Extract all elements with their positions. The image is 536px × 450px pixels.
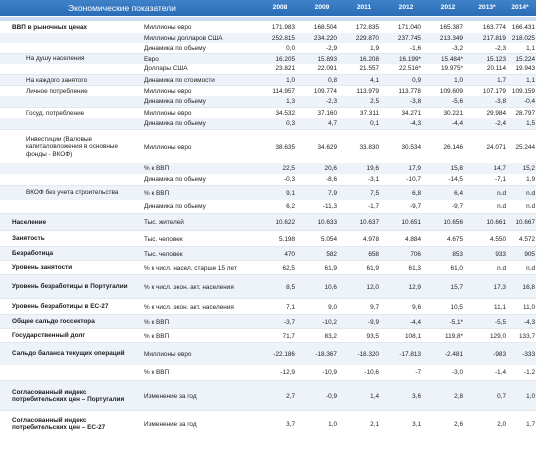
value-cell: 16,8 <box>522 283 535 291</box>
indicator-label: Личное потребление <box>26 87 88 95</box>
value-cell: 2,8 <box>454 392 463 400</box>
value-cell: 165.387 <box>439 24 463 31</box>
value-cell: 19,6 <box>366 165 379 172</box>
value-cell: 83,2 <box>324 332 337 340</box>
indicator-label <box>12 118 130 129</box>
unit-label: Динамика по обьему <box>144 176 206 183</box>
indicator-label <box>12 33 130 43</box>
value-cell: 234.220 <box>313 34 337 42</box>
value-cell: 21.557 <box>359 65 379 72</box>
value-cell: -18.367 <box>315 350 337 358</box>
value-cell: -1,7 <box>367 202 379 210</box>
value-cell: 37.311 <box>359 110 379 117</box>
table-row <box>0 314 536 329</box>
value-cell: -0,9 <box>325 392 337 400</box>
value-cell: 1,9 <box>526 176 535 183</box>
value-cell: 61,0 <box>450 264 463 272</box>
value-cell: 0,9 <box>412 77 421 84</box>
year-header: 2009 <box>314 4 330 11</box>
unit-label: Миллионы евро <box>144 110 192 117</box>
value-cell: 17,9 <box>408 165 421 172</box>
unit-label: % к ВВП <box>144 318 170 326</box>
value-cell: 8,5 <box>286 283 295 291</box>
indicator-label: ВВП в рыночных ценах <box>12 23 88 31</box>
unit-label: Изменение за год <box>144 420 197 428</box>
value-cell: 4.884 <box>405 235 421 243</box>
value-cell: 15.123 <box>486 55 506 63</box>
table-row <box>0 129 536 164</box>
indicator-label: ВКОФ без учета строительства <box>26 189 119 197</box>
value-cell: 1,9 <box>370 44 379 52</box>
value-cell: -18.320 <box>357 350 379 358</box>
value-cell: 129,0 <box>490 332 506 340</box>
unit-label: % к ВВП <box>144 332 170 340</box>
indicator-label: Согласованный индекс потребительских цен – ЕС-27 <box>12 416 106 431</box>
value-cell: 6,2 <box>286 202 295 210</box>
value-cell: -2,9 <box>325 44 337 52</box>
value-cell: 9,0 <box>328 303 337 311</box>
value-cell: 658 <box>368 250 379 258</box>
indicator-label <box>12 174 130 185</box>
value-cell: -1,2 <box>523 368 535 376</box>
unit-label: % к числ. экон. акт. населения <box>144 283 234 291</box>
value-cell: 61,9 <box>366 264 379 272</box>
indicator-label <box>12 364 130 380</box>
value-cell: 2,6 <box>454 420 463 428</box>
value-cell: 33.830 <box>359 143 379 151</box>
table-row <box>0 410 536 437</box>
table-row <box>0 298 536 315</box>
indicator-label: Занятость <box>12 235 45 243</box>
indicator-label: Уровень безработицы в ЕС-27 <box>12 303 109 311</box>
value-cell: 582 <box>326 250 337 258</box>
value-cell: 16.199* <box>398 55 421 63</box>
value-cell: 1,4 <box>370 392 379 400</box>
value-cell: 22.516* <box>398 65 421 72</box>
value-cell: -3,7 <box>283 318 295 326</box>
value-cell: -2,3 <box>494 44 506 52</box>
value-cell: n.d <box>497 189 506 197</box>
value-cell: -5,1* <box>449 318 463 326</box>
indicator-label <box>12 199 130 213</box>
value-cell: 1,0 <box>526 392 535 400</box>
value-cell: -10,9 <box>322 368 337 376</box>
year-header: 2011 <box>356 4 372 11</box>
value-cell: 22,5 <box>282 165 295 172</box>
value-cell: -3,8 <box>494 98 506 105</box>
value-cell: 119,8* <box>444 332 463 340</box>
value-cell: n.d <box>526 264 535 272</box>
value-cell: 62,5 <box>282 264 295 272</box>
unit-label: Миллионы евро <box>144 350 192 358</box>
value-cell: -4,3 <box>523 318 535 326</box>
unit-label: % к числ. насел. старше 15 лет <box>144 264 237 272</box>
value-cell: -10,2 <box>322 318 337 326</box>
value-cell: -3,0 <box>451 368 463 376</box>
unit-label: Динамика по обьему <box>144 202 206 210</box>
indicator-label <box>12 63 130 74</box>
indicator-label: Инвестиции (Валовые капиталовложения в основные фонды - ВКОФ) <box>26 135 119 158</box>
value-cell: -3,8 <box>409 98 421 105</box>
value-cell: 10.661 <box>486 219 506 226</box>
value-cell: -17.813 <box>399 350 421 358</box>
value-cell: -4,3 <box>409 120 421 127</box>
value-cell: 172.835 <box>355 24 379 31</box>
value-cell: -3,2 <box>451 44 463 52</box>
table-row <box>0 213 536 231</box>
value-cell: 22.091 <box>317 65 337 72</box>
value-cell: -22.186 <box>273 350 295 358</box>
value-cell: 15.484* <box>440 55 463 63</box>
unit-label: Динамика по обьему <box>144 120 206 127</box>
value-cell: 19.975* <box>440 65 463 72</box>
indicator-label: На каждого занятого <box>26 76 88 84</box>
value-cell: 16.205 <box>275 55 295 63</box>
value-cell: 1,0 <box>286 77 295 84</box>
indicator-label: Госуд. потребление <box>26 109 85 117</box>
value-cell: -0,4 <box>523 98 535 105</box>
unit-label: % к ВВП <box>144 165 170 172</box>
value-cell: 1,1 <box>526 77 535 84</box>
value-cell: 29.984 <box>486 110 506 117</box>
unit-label: Тыс. человек <box>144 235 183 243</box>
table-row <box>0 22 536 33</box>
value-cell: 1,5 <box>526 120 535 127</box>
value-cell: -12,9 <box>280 368 295 376</box>
value-cell: 4,1 <box>370 77 379 84</box>
value-cell: 3,6 <box>412 392 421 400</box>
table-row <box>0 328 536 343</box>
value-cell: 20,6 <box>324 165 337 172</box>
indicator-label: Сальдо баланса текущих операций <box>12 350 125 358</box>
indicator-label: Уровень занятости <box>12 264 73 272</box>
value-cell: 61,9 <box>324 264 337 272</box>
value-cell: 217.819 <box>482 34 506 42</box>
table-row <box>0 174 536 185</box>
value-cell: 15,8 <box>450 165 463 172</box>
value-cell: 9,6 <box>412 303 421 311</box>
unit-label: % к числ. экон. акт. населения <box>144 303 234 311</box>
value-cell: 237.745 <box>397 34 421 42</box>
table-row <box>0 43 536 53</box>
value-cell: 4.675 <box>447 235 463 243</box>
value-cell: n.d <box>526 189 535 197</box>
value-cell: -8,6 <box>325 176 337 183</box>
value-cell: 0,3 <box>286 120 295 127</box>
table-header <box>0 0 536 16</box>
unit-label: Динамика по стоимости <box>144 77 215 84</box>
value-cell: 9,7 <box>370 303 379 311</box>
value-cell: 10.667 <box>515 219 535 226</box>
value-cell: 37.160 <box>317 110 337 117</box>
indicator-label: Согласованный индекс потребительских цен – Португалия <box>12 388 125 403</box>
value-cell: -11,3 <box>322 202 337 210</box>
value-cell: 133,7 <box>519 332 535 340</box>
unit-label: % к ВВП <box>144 189 170 197</box>
value-cell: 12,9 <box>408 283 421 291</box>
value-cell: 9,1 <box>286 189 295 197</box>
value-cell: 1,7 <box>497 77 506 84</box>
value-cell: 905 <box>524 250 535 258</box>
value-cell: -9,9 <box>367 318 379 326</box>
value-cell: 113.979 <box>356 88 379 95</box>
year-header: 2012 <box>440 4 456 11</box>
indicator-label: Общее сальдо госсектора <box>12 318 95 326</box>
value-cell: 0,8 <box>328 77 337 84</box>
indicator-label <box>12 163 130 174</box>
year-header: 2012 <box>398 4 414 11</box>
value-cell: -983 <box>493 350 506 358</box>
value-cell: -1,4 <box>494 368 506 376</box>
table-row <box>0 185 536 200</box>
value-cell: 2,1 <box>370 420 379 428</box>
value-cell: 10.633 <box>317 219 337 226</box>
value-cell: 23.821 <box>275 65 295 72</box>
value-cell: 2,7 <box>286 392 295 400</box>
unit-label: Тыс. человек <box>144 250 183 258</box>
value-cell: 14,7 <box>493 165 506 172</box>
value-cell: 30.534 <box>401 143 421 151</box>
indicator-label: Уровень безработицы в Португалии <box>12 283 128 291</box>
value-cell: 25.244 <box>515 143 535 151</box>
value-cell: 11,1 <box>494 303 506 311</box>
value-cell: -7 <box>415 368 421 376</box>
indicator-label <box>12 43 130 53</box>
unit-label: Доллары США <box>144 65 188 72</box>
value-cell: -2,3 <box>325 98 337 105</box>
table-row <box>0 33 536 43</box>
value-cell: 7,9 <box>328 189 337 197</box>
value-cell: 15,2 <box>522 165 535 172</box>
table-row <box>0 118 536 129</box>
value-cell: 1,1 <box>526 44 535 52</box>
value-cell: 4,7 <box>328 120 337 127</box>
value-cell: -9,7 <box>451 202 463 210</box>
year-header: 2014* <box>511 4 529 11</box>
value-cell: 113.778 <box>398 88 421 95</box>
value-cell: n.d <box>526 202 535 210</box>
value-cell: 17,3 <box>493 283 506 291</box>
value-cell: 4.572 <box>519 235 535 243</box>
value-cell: n.d <box>497 264 506 272</box>
value-cell: 15.224 <box>515 55 535 63</box>
value-cell: 108,1 <box>405 332 421 340</box>
table-row <box>0 199 536 213</box>
table-row <box>0 380 536 411</box>
table-row <box>0 163 536 174</box>
value-cell: -9,7 <box>409 202 421 210</box>
value-cell: 19.943 <box>515 65 535 72</box>
value-cell: 10.656 <box>443 219 463 226</box>
value-cell: -7,1 <box>494 176 506 183</box>
value-cell: -2.481 <box>444 350 463 358</box>
table-row <box>0 63 536 74</box>
value-cell: 166.431 <box>511 24 535 31</box>
value-cell: -14,5 <box>448 176 463 183</box>
value-cell: 171.040 <box>397 24 421 31</box>
value-cell: 3,1 <box>412 420 421 428</box>
table-row <box>0 96 536 107</box>
value-cell: 38.635 <box>275 143 295 151</box>
table-row <box>0 246 536 261</box>
table-row <box>0 364 536 380</box>
table-title: Экономические показатели <box>68 3 176 13</box>
value-cell: 1,3 <box>286 98 295 105</box>
value-cell: 10,6 <box>324 283 337 291</box>
unit-label: Динамика по обьему <box>144 98 206 105</box>
unit-label: Евро <box>144 55 159 63</box>
unit-label: Динамика по обьему <box>144 44 206 52</box>
value-cell: n.d <box>497 202 506 210</box>
value-cell: -3,1 <box>367 176 379 183</box>
value-cell: 107.179 <box>482 88 506 95</box>
indicator-label: Государственный долг <box>12 332 86 340</box>
value-cell: 2,0 <box>497 420 506 428</box>
indicator-label <box>12 96 130 107</box>
value-cell: 109.159 <box>511 88 535 95</box>
value-cell: 30.221 <box>443 110 463 117</box>
value-cell: 12,0 <box>366 283 379 291</box>
value-cell: 7,5 <box>370 189 379 197</box>
value-cell: -0,3 <box>283 176 295 183</box>
value-cell: 10.651 <box>401 219 421 226</box>
value-cell: -10,7 <box>406 176 421 183</box>
value-cell: 4.978 <box>363 235 379 243</box>
value-cell: 933 <box>495 250 506 258</box>
value-cell: 16.208 <box>359 55 379 63</box>
value-cell: 109.609 <box>439 88 463 95</box>
value-cell: 5.054 <box>321 235 337 243</box>
value-cell: 6,8 <box>412 189 421 197</box>
value-cell: 6,4 <box>454 189 463 197</box>
table-row <box>0 342 536 365</box>
unit-label: Тыс. жителей <box>144 219 184 226</box>
unit-label: Миллионы долларов США <box>144 34 223 42</box>
value-cell: 2,5 <box>370 98 379 105</box>
value-cell: 10.622 <box>275 219 295 226</box>
value-cell: 34.532 <box>275 110 295 117</box>
value-cell: 252.815 <box>271 34 295 42</box>
value-cell: 20.114 <box>486 65 506 72</box>
value-cell: 0,1 <box>370 120 379 127</box>
year-header: 2008 <box>272 4 288 11</box>
value-cell: 7,1 <box>286 303 295 311</box>
unit-label: % к ВВП <box>144 368 170 376</box>
value-cell: 71,7 <box>282 332 295 340</box>
value-cell: 114.957 <box>272 88 295 95</box>
value-cell: 3,7 <box>286 420 295 428</box>
value-cell: 168.504 <box>313 24 337 31</box>
value-cell: -2,4 <box>494 120 506 127</box>
value-cell: 1,0 <box>328 420 337 428</box>
value-cell: 15.893 <box>317 55 337 63</box>
year-header: 2013* <box>478 4 496 11</box>
value-cell: 61,3 <box>408 264 421 272</box>
unit-label: Миллионы евро <box>144 24 192 31</box>
value-cell: 28.797 <box>515 110 535 117</box>
indicator-label: На душу населения <box>26 55 85 63</box>
value-cell: -10,6 <box>364 368 379 376</box>
value-cell: 15,7 <box>450 283 463 291</box>
value-cell: 10,5 <box>450 303 463 311</box>
value-cell: -1,6 <box>409 44 421 52</box>
value-cell: 1,0 <box>454 77 463 84</box>
value-cell: 470 <box>284 250 295 258</box>
value-cell: -4,4 <box>451 120 463 127</box>
value-cell: 229.870 <box>355 34 379 42</box>
value-cell: 5.198 <box>279 235 295 243</box>
value-cell: 26.146 <box>443 143 463 151</box>
indicator-label: Население <box>12 218 47 226</box>
table-row <box>0 230 536 247</box>
header-divider <box>0 17 536 21</box>
table-row <box>0 274 536 299</box>
value-cell: 171.983 <box>271 24 295 31</box>
value-cell: 24.071 <box>486 143 506 151</box>
value-cell: 163.774 <box>482 24 506 31</box>
value-cell: 10.637 <box>359 219 379 226</box>
value-cell: 853 <box>452 250 463 258</box>
value-cell: -333 <box>522 350 535 358</box>
indicator-label: Безработица <box>12 250 54 258</box>
value-cell: -5,5 <box>494 318 506 326</box>
value-cell: -5,6 <box>451 98 463 105</box>
value-cell: 34.629 <box>317 143 337 151</box>
unit-label: Миллионы евро <box>144 143 192 151</box>
unit-label: Изменение за год <box>144 392 197 400</box>
value-cell: 93,5 <box>366 332 379 340</box>
value-cell: 34.271 <box>401 110 421 117</box>
value-cell: 0,7 <box>497 392 506 400</box>
table-row <box>0 260 536 275</box>
value-cell: 213.349 <box>439 34 463 42</box>
unit-label: Миллионы евро <box>144 88 192 95</box>
value-cell: 11,0 <box>523 303 535 311</box>
value-cell: 0,0 <box>286 44 295 52</box>
value-cell: 706 <box>410 250 421 258</box>
value-cell: 109.774 <box>313 88 337 95</box>
value-cell: 1,7 <box>526 420 535 428</box>
value-cell: 4.550 <box>490 235 506 243</box>
value-cell: -4,4 <box>409 318 421 326</box>
value-cell: 218.025 <box>511 34 535 42</box>
